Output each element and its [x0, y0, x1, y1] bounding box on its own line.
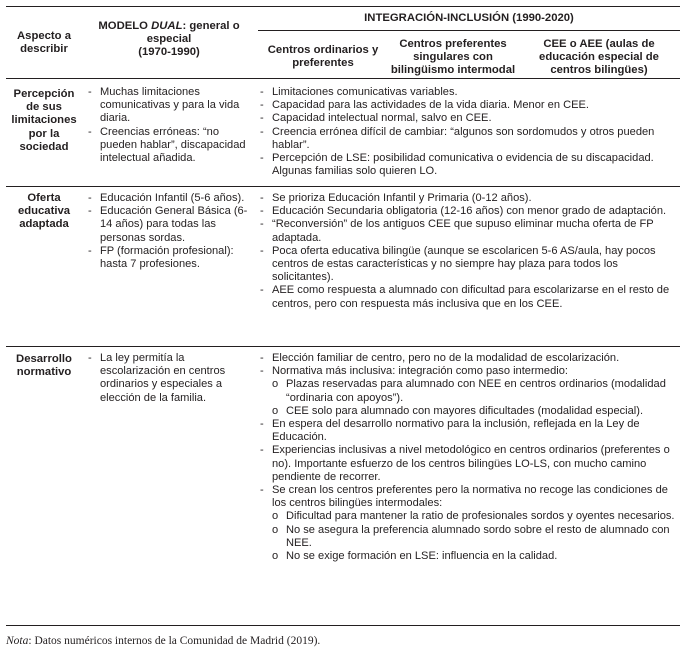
- list-item: - Limitaciones comunicativas variables.: [258, 86, 678, 99]
- header-modelo-suffix: : general o especial: [146, 20, 240, 45]
- list-item: - Educación Infantil (5-6 años).: [86, 192, 248, 205]
- note-label: Nota: [6, 635, 29, 647]
- integracion-underline: [258, 30, 680, 31]
- table-note: [6, 635, 320, 647]
- list-item: - Elección familiar de centro, pero no de la modalidad de escolarización.: [258, 352, 678, 365]
- row-aspect-desarrollo: Desarrollo normativo: [16, 353, 72, 379]
- sub-list-item: o No se exige formación en LSE: influencia en la calidad.: [258, 550, 678, 563]
- list-item: - Se prioriza Educación Infantil y Primaria (0-12 años).: [258, 192, 678, 205]
- row1-inclusion-list: [258, 86, 678, 178]
- sub-list-item: o Dificultad para mantener la ratio de profesionales sordos y oyentes necesarios.: [258, 510, 678, 523]
- list-item: - Muchas limitaciones comunicativas y para la vida diaria.: [86, 86, 248, 126]
- row2-inclusion-list: [258, 192, 678, 311]
- list-item: - Creencias erróneas: “no pueden hablar”, discapacidad intelectual añadida.: [86, 126, 248, 166]
- table-bottom-rule: [6, 625, 680, 626]
- note-text: : Datos numéricos internos de la Comunidad de Madrid (2019).: [28, 635, 321, 647]
- row-aspect-oferta: Oferta educativa adaptada: [17, 192, 71, 231]
- list-item: - Educación General Básica (6-14 años) para todas las personas sordas.: [86, 205, 248, 245]
- list-item: - Percepción de LSE: posibilidad comunicativa o evidencia de su discapacidad. Algunas familias solo quieren LO.: [258, 152, 678, 178]
- header-modelo-italic: DUAL: [151, 20, 183, 32]
- header-modelo-prefix: MODELO: [98, 20, 152, 32]
- header-sub-preferentes: Centros preferentes singulares con bilingüismo intermodal: [390, 38, 516, 76]
- list-item: - Experiencias inclusivas a nivel metodológico en centros ordinarios (preferentes o no). Importante esfuerzo de los centros bilingües LO-LS, con mucho camino pendiente de recorrer.: [258, 444, 678, 484]
- list-item: - Creencia errónea difícil de cambiar: “algunos son sordomudos y otros pueden hablar”.: [258, 126, 678, 152]
- table-top-rule: [6, 6, 680, 7]
- list-item: - En espera del desarrollo normativo para la inclusión, reflejada en la Ley de Educación.: [258, 418, 678, 444]
- list-item: - Se crean los centros preferentes pero la normativa no recoge las condiciones de los centros bilingües intermodales:: [258, 484, 678, 510]
- list-item: - Capacidad para las actividades de la vida diaria. Menor en CEE.: [258, 99, 678, 112]
- header-modelo-dual: [86, 20, 252, 59]
- row-aspect-percepcion: Percepción de sus limitaciones por la sociedad: [11, 88, 77, 153]
- header-integracion: INTEGRACIÓN-INCLUSIÓN (1990-2020): [364, 12, 574, 24]
- list-item: - FP (formación profesional): hasta 7 profesiones.: [86, 245, 248, 271]
- list-item: - “Reconversión” de los antiguos CEE que supuso eliminar mucha oferta de FP adaptada.: [258, 218, 678, 244]
- row2-dual-list: [86, 192, 248, 271]
- list-item: - La ley permitía la escolarización en centros ordinarios y especiales a elección de la familia.: [86, 352, 248, 405]
- header-sub-ordinarios: Centros ordinarios y preferentes: [267, 44, 379, 69]
- row-divider-1: [6, 186, 680, 187]
- row3-dual-list: [86, 352, 248, 405]
- row-divider-2: [6, 346, 680, 347]
- list-item: - Normativa más inclusiva: integración como paso intermedio:: [258, 365, 678, 378]
- sub-list-item: o CEE solo para alumnado con mayores dificultades (modalidad especial).: [258, 405, 678, 418]
- list-item: - Educación Secundaria obligatoria (12-16 años) con menor grado de adaptación.: [258, 205, 678, 218]
- list-item: - Capacidad intelectual normal, salvo en CEE.: [258, 112, 678, 125]
- row3-inclusion-list: [258, 352, 678, 563]
- header-bottom-rule: [6, 78, 680, 79]
- row1-dual-list: [86, 86, 248, 165]
- list-item: - AEE como respuesta a alumnado con dificultad para escolarizarse en el resto de centros, pero con respuesta más inclusiva que en los CEE.: [258, 284, 678, 310]
- sub-list-item: o No se asegura la preferencia alumnado sordo sobre el resto de alumnado con NEE.: [258, 524, 678, 550]
- header-aspect: Aspecto a describir: [17, 30, 71, 55]
- header-sub-cee: CEE o AEE (aulas de educación especial de centros bilingües): [539, 38, 659, 76]
- sub-list-item: o Plazas reservadas para alumnado con NEE en centros ordinarios (modalidad “ordinaria con apoyos”).: [258, 378, 678, 404]
- header-modelo-years: (1970-1990): [138, 46, 200, 58]
- list-item: - Poca oferta educativa bilingüe (aunque se escolaricen 5-6 AS/aula, hay pocos centros de estas características y no siempre hay plaza para todos los solicitantes).: [258, 245, 678, 285]
